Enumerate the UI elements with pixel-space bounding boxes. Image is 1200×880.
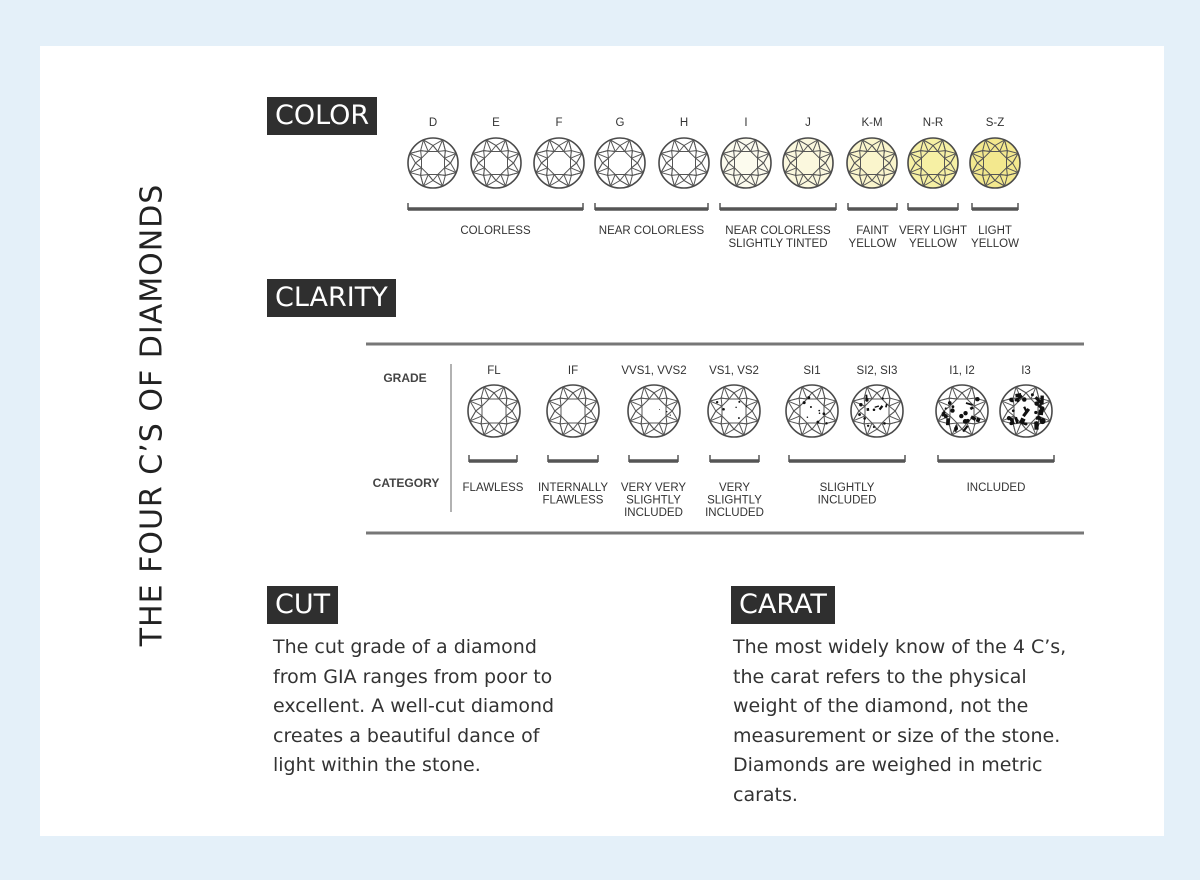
inclusion-mark xyxy=(818,410,820,412)
clarity-grade: VVS1, VVS2 xyxy=(621,365,687,377)
group-bracket xyxy=(908,203,958,210)
inclusion-mark xyxy=(1035,421,1038,424)
inclusion-mark xyxy=(722,408,725,411)
text-line: YELLOW xyxy=(848,238,897,250)
inclusion-mark xyxy=(963,419,968,424)
text-line: FAINT xyxy=(856,225,889,237)
text-line: SLIGHTLY xyxy=(819,482,875,494)
inclusion-mark xyxy=(1034,411,1037,414)
text-line: FLAWLESS xyxy=(462,482,524,494)
color-category-label xyxy=(849,225,897,250)
text-line: YELLOW xyxy=(971,238,1019,250)
inclusion-mark xyxy=(944,414,948,418)
inclusion-mark xyxy=(1038,409,1043,415)
inclusion-mark xyxy=(819,412,821,414)
diamond-icon xyxy=(783,138,833,188)
inclusion-mark xyxy=(1022,397,1027,402)
text-line: LIGHT xyxy=(978,225,1012,237)
group-bracket xyxy=(408,203,583,210)
inclusion-mark xyxy=(1012,409,1015,412)
cut-line: creates a beautiful dance of xyxy=(273,724,540,747)
text-line: SLIGHTLY xyxy=(626,494,681,507)
clarity-heading: CLARITY xyxy=(267,279,396,317)
text-line: INCLUDED xyxy=(705,507,764,519)
group-bracket xyxy=(972,203,1018,210)
diamond-icon xyxy=(1000,385,1052,437)
text-line: FLAWLESS xyxy=(542,494,604,507)
cut-line: light within the stone. xyxy=(273,754,481,776)
diamond-icon xyxy=(936,385,988,437)
diamond-icon xyxy=(908,138,958,188)
inclusion-mark xyxy=(807,396,810,399)
inclusion-mark xyxy=(867,425,869,427)
text-line: INCLUDED xyxy=(966,482,1026,494)
color-category-label xyxy=(460,225,531,237)
diamond-icon xyxy=(708,385,760,437)
color-scale xyxy=(408,117,1020,250)
clarity-grade: I1, I2 xyxy=(949,365,975,377)
diamond-icon xyxy=(721,138,771,188)
carat-line: The most widely know of the 4 C’s, xyxy=(733,636,1067,658)
clarity-grade: I3 xyxy=(1021,365,1031,377)
inclusion-mark xyxy=(863,417,866,420)
clarity-grade: SI2, SI3 xyxy=(856,365,898,377)
inclusion-mark xyxy=(807,416,808,417)
cut-line: excellent. A well-cut diamond xyxy=(273,695,555,717)
carat-heading: CARAT xyxy=(731,586,835,624)
inclusion-mark xyxy=(1036,416,1040,419)
text-line: YELLOW xyxy=(909,238,957,250)
page-title: THE FOUR C’S OF DIAMONDS xyxy=(134,183,170,647)
inclusion-mark xyxy=(1009,398,1013,402)
text-line: VERY xyxy=(718,482,751,494)
inclusion-mark xyxy=(738,401,740,403)
inclusion-mark xyxy=(1040,395,1044,404)
carat-line: the carat refers to the physical xyxy=(733,665,1027,688)
inclusion-mark xyxy=(858,413,861,416)
inclusion-mark xyxy=(1038,404,1042,408)
color-grade-label: D xyxy=(428,117,438,129)
carat-line: carats. xyxy=(733,783,798,806)
inclusion-mark xyxy=(670,414,671,415)
inclusion-mark xyxy=(873,426,875,428)
color-grade-label: I xyxy=(744,117,748,129)
diamond-icon xyxy=(468,385,520,437)
color-grade-label: N-R xyxy=(922,117,944,129)
color-category-label xyxy=(971,225,1019,250)
diamond-icon xyxy=(628,385,680,437)
text-line: SLIGHTLY TINTED xyxy=(728,238,828,250)
group-bracket xyxy=(848,203,897,210)
color-category-label xyxy=(725,225,831,250)
carat-line: measurement or size of the stone. xyxy=(733,724,1061,747)
inclusion-mark xyxy=(1031,393,1034,396)
inclusion-mark xyxy=(866,408,869,411)
clarity-grade: VS1, VS2 xyxy=(709,365,759,377)
clarity-category xyxy=(538,482,608,507)
clarity-category xyxy=(463,482,524,494)
diamond-icon xyxy=(595,138,645,188)
clarity-category xyxy=(967,482,1026,494)
diamond-icon xyxy=(471,138,521,188)
clarity-category-label: CATEGORY xyxy=(372,476,440,490)
clarity-category xyxy=(818,482,877,507)
inclusion-mark xyxy=(822,412,825,415)
inclusion-mark xyxy=(825,422,827,424)
cut-line: The cut grade of a diamond xyxy=(273,636,537,658)
diamond-icon xyxy=(534,138,584,188)
cut-description xyxy=(273,633,554,781)
cut-heading: CUT xyxy=(267,586,338,624)
inclusion-mark xyxy=(816,421,819,424)
text-line: SLIGHTLY xyxy=(707,494,762,507)
inclusion-mark xyxy=(873,408,876,411)
text-line: NEAR COLORLESS xyxy=(725,225,831,237)
inclusion-mark xyxy=(746,406,748,408)
color-grade-label: K-M xyxy=(861,117,883,129)
color-category-label xyxy=(899,225,967,250)
diamond-icon xyxy=(851,385,903,437)
clarity-grade-label: GRADE xyxy=(383,371,427,385)
diamond-icon xyxy=(547,385,599,437)
inclusion-mark xyxy=(1016,399,1019,402)
text-line: VERY VERY xyxy=(620,482,687,494)
diamond-icon xyxy=(970,138,1020,188)
clarity-scale xyxy=(366,343,1084,533)
inclusion-mark xyxy=(738,417,740,419)
inclusion-mark xyxy=(810,406,812,408)
diamond-icon xyxy=(408,138,458,188)
text-line: NEAR COLORLESS xyxy=(598,225,705,237)
group-bracket xyxy=(595,203,708,210)
inclusion-mark xyxy=(975,397,979,401)
group-bracket xyxy=(720,203,836,210)
inclusion-mark xyxy=(948,401,952,405)
text-line: INTERNALLY xyxy=(537,482,609,494)
inclusion-mark xyxy=(883,422,886,425)
color-grade-label: E xyxy=(492,117,500,129)
clarity-grade: IF xyxy=(567,365,579,377)
clarity-category xyxy=(621,482,687,519)
diamond-icon xyxy=(847,138,897,188)
inclusion-mark xyxy=(950,408,954,412)
clarity-grade: FL xyxy=(487,365,501,377)
inclusion-mark xyxy=(666,411,667,412)
carat-description xyxy=(733,633,1066,810)
color-grade-label: F xyxy=(555,117,563,129)
clarity-grade: SI1 xyxy=(803,365,821,377)
inclusion-mark xyxy=(716,401,718,403)
inclusion-mark xyxy=(735,407,736,408)
inclusion-mark xyxy=(959,414,963,418)
color-grade-label: J xyxy=(805,117,811,129)
diamond-icon xyxy=(786,385,838,437)
color-grade-label: S-Z xyxy=(985,117,1005,129)
inclusion-mark xyxy=(865,398,868,401)
inclusion-mark xyxy=(859,403,862,406)
diamond-icon xyxy=(659,138,709,188)
inclusion-mark xyxy=(882,397,884,399)
inclusion-mark xyxy=(963,411,967,415)
inclusion-mark xyxy=(951,405,954,408)
color-heading: COLOR xyxy=(267,97,377,135)
inclusion-mark xyxy=(945,407,947,409)
carat-line: weight of the diamond, not the xyxy=(733,695,1029,717)
carat-line: Diamonds are weighed in metric xyxy=(733,754,1043,776)
color-category-label xyxy=(599,225,705,237)
text-line: VERY LIGHT xyxy=(899,225,967,237)
inclusion-mark xyxy=(659,409,660,410)
text-line: INCLUDED xyxy=(817,494,877,507)
inclusion-mark xyxy=(1023,422,1026,425)
inclusion-mark xyxy=(946,418,950,425)
text-line: INCLUDED xyxy=(624,507,683,519)
cut-line: from GIA ranges from poor to xyxy=(273,665,553,688)
inclusion-mark xyxy=(1009,422,1013,426)
color-grade-label: H xyxy=(679,117,689,129)
inclusion-mark xyxy=(803,401,806,404)
text-line: COLORLESS xyxy=(460,225,531,237)
color-grade-label: G xyxy=(615,117,625,129)
